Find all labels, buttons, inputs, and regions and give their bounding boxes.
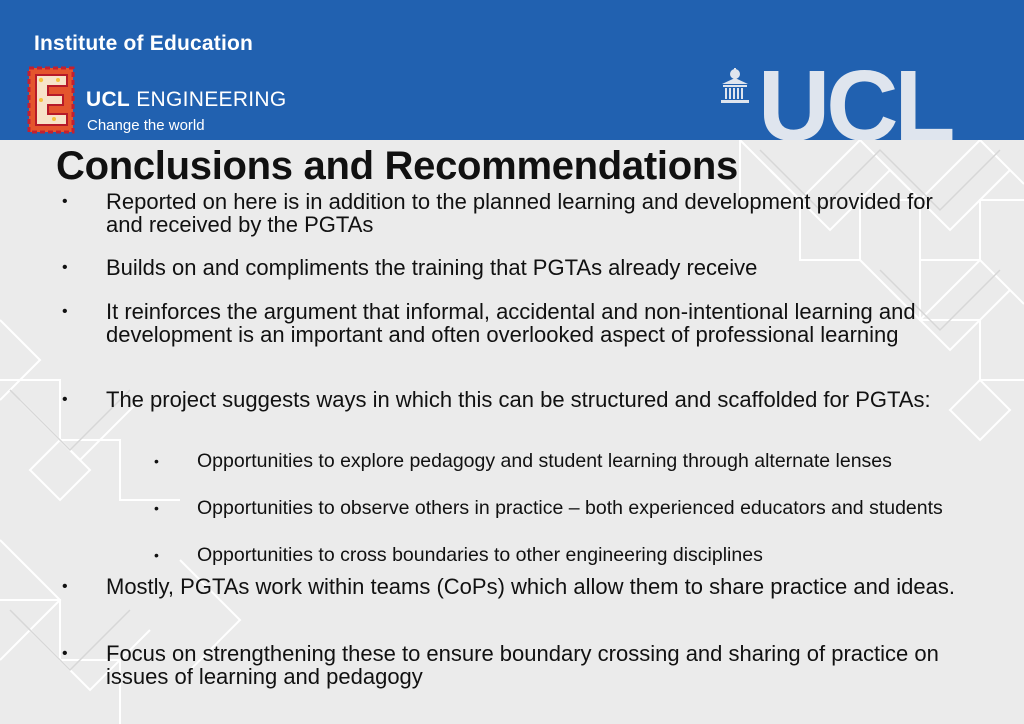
ucl-wordmark: UCL <box>758 50 952 140</box>
sub-bullet-marker: • <box>154 453 159 469</box>
engineering-wordmark: UCL ENGINEERING <box>86 88 287 111</box>
bullet-text: Builds on and compliments the training that PGTAs already receive <box>106 255 758 280</box>
bullet-marker: • <box>62 645 68 662</box>
bullet-marker: • <box>62 259 68 276</box>
sub-bullet-text: Opportunities to explore pedagogy and student learning through alternate lenses <box>197 450 892 472</box>
bullet-marker: • <box>62 391 68 408</box>
bullet-text: Reported on here is in addition to the planned learning and development provided for and received by the PGTAs <box>106 189 933 237</box>
bullet-marker: • <box>62 578 68 595</box>
sub-bullet-marker: • <box>154 547 159 563</box>
tagline: Change the world <box>87 117 205 134</box>
bullet-marker: • <box>62 193 68 210</box>
sub-bullet-marker: • <box>154 500 159 516</box>
sub-bullet-text: Opportunities to cross boundaries to other engineering disciplines <box>197 544 763 566</box>
bullet-text: It reinforces the argument that informal, accidental and non-intentional learning and development is an important and often overlooked aspect of professional learning <box>106 299 916 347</box>
slide-title: Conclusions and Recommendations <box>56 144 738 188</box>
institute-title: Institute of Education <box>34 32 254 55</box>
bullet-text: Mostly, PGTAs work within teams (CoPs) which allow them to share practice and ideas. <box>106 574 955 599</box>
bullet-text: The project suggests ways in which this can be structured and scaffolded for PGTAs: <box>106 387 931 412</box>
sub-bullet-text: Opportunities to observe others in practice – both experienced educators and students <box>197 497 943 519</box>
bullet-marker: • <box>62 303 68 320</box>
bullet-text: Focus on strengthening these to ensure boundary crossing and sharing of practice on issues of learning and pedagogy <box>106 641 939 689</box>
